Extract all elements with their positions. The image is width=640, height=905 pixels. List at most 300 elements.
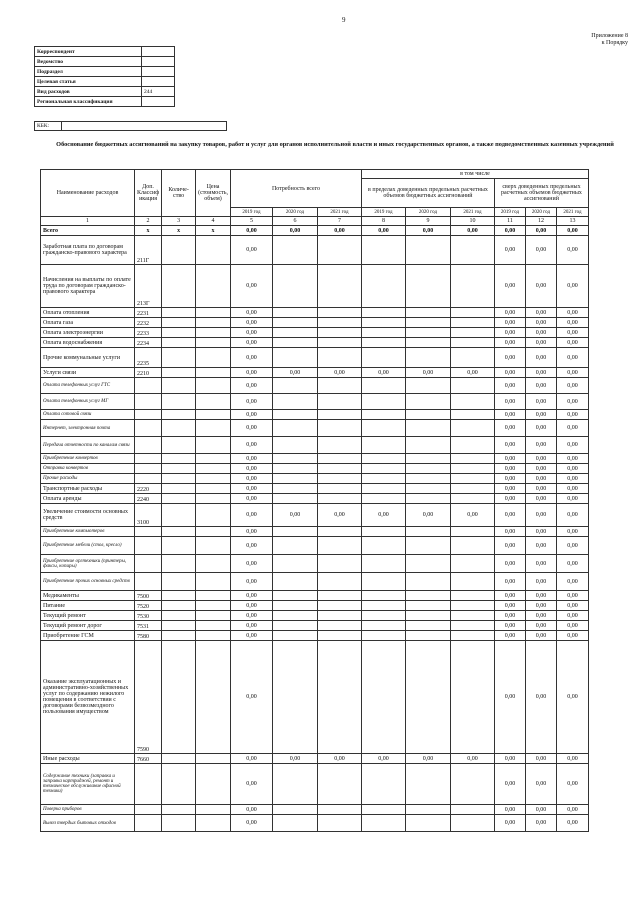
amount-cell: 0,00 [494, 611, 525, 621]
quantity [162, 504, 196, 527]
quantity [162, 621, 196, 631]
classification-row [35, 47, 175, 57]
expense-name: Приобретение оргтехники (принтеры, факсы, копиры) [41, 555, 135, 573]
amount-cell: 0,00 [556, 338, 588, 348]
amount-cell [450, 537, 494, 555]
amount-cell [405, 555, 450, 573]
appendix-line-2: к Порядку [601, 40, 628, 46]
quantity [162, 484, 196, 494]
classification-code [135, 420, 162, 437]
amount-cell: 0,00 [556, 527, 588, 537]
amount-cell: 0,00 [494, 641, 525, 754]
price [196, 410, 231, 420]
amount-cell [361, 328, 405, 338]
amount-cell: 0,00 [494, 484, 525, 494]
price [196, 420, 231, 437]
amount-cell [317, 601, 361, 611]
amount-cell [405, 805, 450, 815]
amount-cell [405, 236, 450, 265]
amount-cell [317, 308, 361, 318]
classification-code [135, 537, 162, 555]
amount-cell: 0,00 [525, 537, 556, 555]
quantity [162, 805, 196, 815]
expense-name: Прочие коммунальные услуги [41, 348, 135, 368]
amount-cell [405, 527, 450, 537]
amount-cell [405, 537, 450, 555]
column-number: 13 [556, 217, 588, 226]
quantity [162, 265, 196, 308]
quantity [162, 494, 196, 504]
amount-cell [317, 410, 361, 420]
amount-cell [405, 611, 450, 621]
header-incl: в том числе [361, 170, 588, 179]
quantity [162, 537, 196, 555]
amount-cell [272, 591, 317, 601]
classification-label: Региональная классификация [35, 97, 142, 107]
amount-cell [405, 328, 450, 338]
amount-cell: 0,00 [556, 631, 588, 641]
amount-cell [361, 591, 405, 601]
amount-cell [317, 328, 361, 338]
amount-cell: 0,00 [525, 394, 556, 410]
header-code: Доп. Классиф икация [135, 170, 162, 217]
amount-cell [272, 764, 317, 805]
amount-cell [317, 484, 361, 494]
expense-name: Заработная плата по договорам гражданско-правового характера [41, 236, 135, 265]
amount-cell: 0,00 [556, 236, 588, 265]
amount-cell [272, 611, 317, 621]
amount-cell [272, 308, 317, 318]
column-number: 12 [525, 217, 556, 226]
amount-cell [361, 437, 405, 454]
amount-cell: 0,00 [272, 504, 317, 527]
price [196, 573, 231, 591]
classification-code: 7660 [135, 754, 162, 764]
price [196, 348, 231, 368]
column-number: 3 [162, 217, 196, 226]
price [196, 591, 231, 601]
kbk-table [34, 121, 227, 131]
amount-cell: 0,00 [494, 527, 525, 537]
amount-cell [450, 437, 494, 454]
amount-cell [450, 611, 494, 621]
quantity [162, 474, 196, 484]
amount-cell [405, 631, 450, 641]
amount-cell: 0,00 [230, 410, 272, 420]
year-header: 2019 год [361, 208, 405, 217]
amount-cell [317, 378, 361, 394]
quantity [162, 591, 196, 601]
expense-name: Медикаменты [41, 591, 135, 601]
amount-cell: 0,00 [525, 591, 556, 601]
amount-cell [405, 764, 450, 805]
price [196, 464, 231, 474]
amount-cell [361, 454, 405, 464]
amount-cell: 0,00 [230, 236, 272, 265]
classification-code: 2235 [135, 348, 162, 368]
amount-cell: 0,00 [525, 611, 556, 621]
header-qty: Количе-ство [162, 170, 196, 217]
amount-cell [272, 410, 317, 420]
amount-cell [405, 420, 450, 437]
amount-cell [450, 348, 494, 368]
year-header: 2021 год [317, 208, 361, 217]
amount-cell [450, 764, 494, 805]
amount-cell: 0,00 [494, 764, 525, 805]
amount-cell [450, 484, 494, 494]
amount-cell [405, 494, 450, 504]
expense-name: Оплата электроэнергии [41, 328, 135, 338]
classification-code [135, 815, 162, 832]
table-row [41, 454, 589, 464]
amount-cell [272, 236, 317, 265]
amount-cell: 0,00 [525, 641, 556, 754]
amount-cell: 0,00 [230, 591, 272, 601]
price [196, 537, 231, 555]
table-row [41, 591, 589, 601]
expense-name: Прочие расходы [41, 474, 135, 484]
amount-cell: 0,00 [556, 504, 588, 527]
amount-cell [450, 318, 494, 328]
table-row [41, 764, 589, 805]
quantity [162, 394, 196, 410]
expense-name: Оплата водоснабжения [41, 338, 135, 348]
amount-cell: 0,00 [525, 621, 556, 631]
expense-name: Отправка конвертов [41, 464, 135, 474]
amount-cell: 0,00 [556, 555, 588, 573]
amount-cell: 0,00 [494, 236, 525, 265]
amount-cell [405, 474, 450, 484]
expense-name: Увеличение стоимости основных средств [41, 504, 135, 527]
amount-cell [317, 454, 361, 464]
quantity [162, 420, 196, 437]
quantity [162, 348, 196, 368]
amount-cell [361, 527, 405, 537]
classification-label: Ведомство [35, 57, 142, 67]
expense-name: Приобретение конвертов [41, 454, 135, 464]
amount-cell [317, 611, 361, 621]
price [196, 338, 231, 348]
amount-cell: 0,00 [525, 527, 556, 537]
price [196, 236, 231, 265]
amount-cell: 0,00 [230, 378, 272, 394]
quantity [162, 611, 196, 621]
quantity [162, 754, 196, 764]
price [196, 454, 231, 464]
amount-cell [361, 474, 405, 484]
kbk-value [62, 122, 227, 131]
price [196, 527, 231, 537]
header-within: в пределах доведенных предельных расчетных объемов бюджетных ассигнований [361, 179, 494, 208]
amount-cell [317, 464, 361, 474]
expense-name: Всего [41, 226, 135, 236]
amount-cell: 0,00 [525, 328, 556, 338]
table-row [41, 537, 589, 555]
amount-cell [317, 318, 361, 328]
budget-table [40, 169, 589, 832]
amount-cell [361, 805, 405, 815]
header-above: сверх доведенных предельных расчетных объемов бюджетных ассигнований [494, 179, 588, 208]
amount-cell: 0,00 [494, 537, 525, 555]
amount-cell [317, 394, 361, 410]
classification-label: Подраздел [35, 67, 142, 77]
table-row [41, 378, 589, 394]
expense-name: Начисления на выплаты по оплате труда по договорам гражданско-правового характера [41, 265, 135, 308]
quantity [162, 601, 196, 611]
price [196, 368, 231, 378]
amount-cell [405, 641, 450, 754]
amount-cell [361, 494, 405, 504]
amount-cell [405, 318, 450, 328]
table-row [41, 504, 589, 527]
header-price: Цена (стоимость, объем) [196, 170, 231, 217]
column-number: 2 [135, 217, 162, 226]
column-number: 5 [230, 217, 272, 226]
column-number: 4 [196, 217, 231, 226]
classification-code [135, 474, 162, 484]
amount-cell [361, 318, 405, 328]
amount-cell [405, 338, 450, 348]
amount-cell [450, 454, 494, 464]
expense-name: Транспортные расходы [41, 484, 135, 494]
quantity [162, 454, 196, 464]
table-row [41, 236, 589, 265]
amount-cell [272, 484, 317, 494]
amount-cell: 0,00 [230, 611, 272, 621]
amount-cell [317, 621, 361, 631]
amount-cell: 0,00 [272, 754, 317, 764]
amount-cell [361, 236, 405, 265]
expense-name: Оплата газа [41, 318, 135, 328]
table-row [41, 420, 589, 437]
amount-cell: 0,00 [494, 464, 525, 474]
amount-cell: 0,00 [230, 527, 272, 537]
amount-cell [450, 420, 494, 437]
amount-cell [450, 494, 494, 504]
amount-cell [405, 573, 450, 591]
expense-name: Приобретение компьютеров [41, 527, 135, 537]
classification-code: 3100 [135, 504, 162, 527]
quantity [162, 631, 196, 641]
amount-cell: 0,00 [525, 338, 556, 348]
amount-cell [450, 378, 494, 394]
amount-cell [405, 394, 450, 410]
amount-cell [272, 338, 317, 348]
expense-name: Оказание эксплуатационных и административно-хозяйственных услуг по содержанию нежилого помещения в соответствии с договорами безвозмездного пользования имуществом [41, 641, 135, 754]
amount-cell [272, 527, 317, 537]
amount-cell: 0,00 [494, 494, 525, 504]
amount-cell: 0,00 [450, 226, 494, 236]
table-row [41, 394, 589, 410]
amount-cell: 0,00 [525, 226, 556, 236]
amount-cell [361, 410, 405, 420]
classification-code: 2232 [135, 318, 162, 328]
quantity [162, 338, 196, 348]
amount-cell: 0,00 [556, 378, 588, 394]
amount-cell: 0,00 [494, 328, 525, 338]
amount-cell [361, 641, 405, 754]
amount-cell [405, 621, 450, 631]
amount-cell [361, 394, 405, 410]
amount-cell [450, 474, 494, 484]
amount-cell [317, 641, 361, 754]
amount-cell [450, 464, 494, 474]
amount-cell [405, 464, 450, 474]
amount-cell: 0,00 [556, 621, 588, 631]
amount-cell [317, 815, 361, 832]
amount-cell [405, 308, 450, 318]
amount-cell [405, 378, 450, 394]
expense-name: Приобретение прочих основных средств [41, 573, 135, 591]
amount-cell [272, 641, 317, 754]
amount-cell: 0,00 [525, 631, 556, 641]
year-header: 2019 год [494, 208, 525, 217]
amount-cell [361, 308, 405, 318]
amount-cell: 0,00 [525, 420, 556, 437]
table-row [41, 805, 589, 815]
amount-cell [361, 815, 405, 832]
amount-cell [405, 410, 450, 420]
price [196, 437, 231, 454]
amount-cell: 0,00 [525, 410, 556, 420]
classification-code: 213Г [135, 265, 162, 308]
amount-cell [317, 236, 361, 265]
amount-cell: 0,00 [494, 573, 525, 591]
classification-code [135, 555, 162, 573]
quantity [162, 308, 196, 318]
amount-cell: 0,00 [450, 504, 494, 527]
table-row [41, 338, 589, 348]
amount-cell: 0,00 [361, 504, 405, 527]
amount-cell [272, 474, 317, 484]
classification-code: 2240 [135, 494, 162, 504]
amount-cell: 0,00 [494, 555, 525, 573]
price [196, 484, 231, 494]
kbk-label: КБК: [35, 122, 62, 131]
amount-cell: 0,00 [494, 265, 525, 308]
expense-name: Содержание техники (заправка и заправка картриджей, ремонт и техническое обслуживание офисной техники) [41, 764, 135, 805]
price [196, 754, 231, 764]
quantity [162, 527, 196, 537]
amount-cell: 0,00 [450, 368, 494, 378]
expense-name: Поверка приборов [41, 805, 135, 815]
amount-cell [317, 348, 361, 368]
expense-name: Оплата телефонных услуг ГТС [41, 378, 135, 394]
classification-code [135, 464, 162, 474]
amount-cell: 0,00 [556, 611, 588, 621]
classification-code: 7520 [135, 601, 162, 611]
table-row [41, 348, 589, 368]
amount-cell: 0,00 [525, 378, 556, 394]
amount-cell [272, 805, 317, 815]
column-number: 10 [450, 217, 494, 226]
amount-cell: 0,00 [494, 308, 525, 318]
classification-row [35, 67, 175, 77]
expense-name: Приобретение мебели (стол, кресло) [41, 537, 135, 555]
column-number: 11 [494, 217, 525, 226]
amount-cell [361, 348, 405, 368]
table-row [41, 754, 589, 764]
table-row [41, 484, 589, 494]
amount-cell: 0,00 [230, 555, 272, 573]
price [196, 805, 231, 815]
document-title: Обоснование бюджетных ассигнований на закупку товаров, работ и услуг для органов исполнительной власти и иных государственных органов, а также подведомственных казенных учреждений [56, 141, 614, 148]
amount-cell [272, 621, 317, 631]
amount-cell [450, 328, 494, 338]
amount-cell: 0,00 [230, 464, 272, 474]
table-row [41, 601, 589, 611]
amount-cell: 0,00 [556, 437, 588, 454]
amount-cell: 0,00 [494, 338, 525, 348]
amount-cell: 0,00 [525, 474, 556, 484]
amount-cell [272, 464, 317, 474]
amount-cell: 0,00 [525, 437, 556, 454]
amount-cell: 0,00 [230, 368, 272, 378]
amount-cell: 0,00 [230, 601, 272, 611]
expense-name: Питание [41, 601, 135, 611]
table-row [41, 308, 589, 318]
price [196, 504, 231, 527]
classification-code [135, 764, 162, 805]
table-row [41, 318, 589, 328]
amount-cell: 0,00 [494, 474, 525, 484]
expense-name: Иные расходы [41, 754, 135, 764]
amount-cell [361, 555, 405, 573]
amount-cell [450, 236, 494, 265]
year-header: 2020 год [525, 208, 556, 217]
amount-cell [450, 265, 494, 308]
amount-cell: 0,00 [525, 555, 556, 573]
classification-code [135, 394, 162, 410]
price [196, 601, 231, 611]
classification-row [35, 87, 175, 97]
amount-cell: 0,00 [556, 308, 588, 318]
amount-cell [272, 378, 317, 394]
quantity [162, 464, 196, 474]
table-row [41, 815, 589, 832]
classification-value [142, 47, 175, 57]
classification-code: 7590 [135, 641, 162, 754]
classification-code [135, 805, 162, 815]
column-number: 7 [317, 217, 361, 226]
amount-cell [361, 611, 405, 621]
amount-cell: 0,00 [494, 348, 525, 368]
table-row [41, 410, 589, 420]
amount-cell [361, 764, 405, 805]
amount-cell: 0,00 [556, 494, 588, 504]
classification-code: 2233 [135, 328, 162, 338]
table-row [41, 265, 589, 308]
price [196, 815, 231, 832]
amount-cell [361, 621, 405, 631]
price [196, 621, 231, 631]
amount-cell [405, 484, 450, 494]
amount-cell: 0,00 [361, 368, 405, 378]
amount-cell: 0,00 [230, 537, 272, 555]
amount-cell: 0,00 [494, 318, 525, 328]
classification-code [135, 573, 162, 591]
amount-cell [272, 815, 317, 832]
classification-code: 7530 [135, 611, 162, 621]
amount-cell [317, 591, 361, 601]
classification-code: 2220 [135, 484, 162, 494]
amount-cell [317, 437, 361, 454]
column-number: 8 [361, 217, 405, 226]
expense-name: Передача отчетности по каналам связи [41, 437, 135, 454]
amount-cell [272, 555, 317, 573]
table-row [41, 573, 589, 591]
amount-cell: 0,00 [230, 226, 272, 236]
